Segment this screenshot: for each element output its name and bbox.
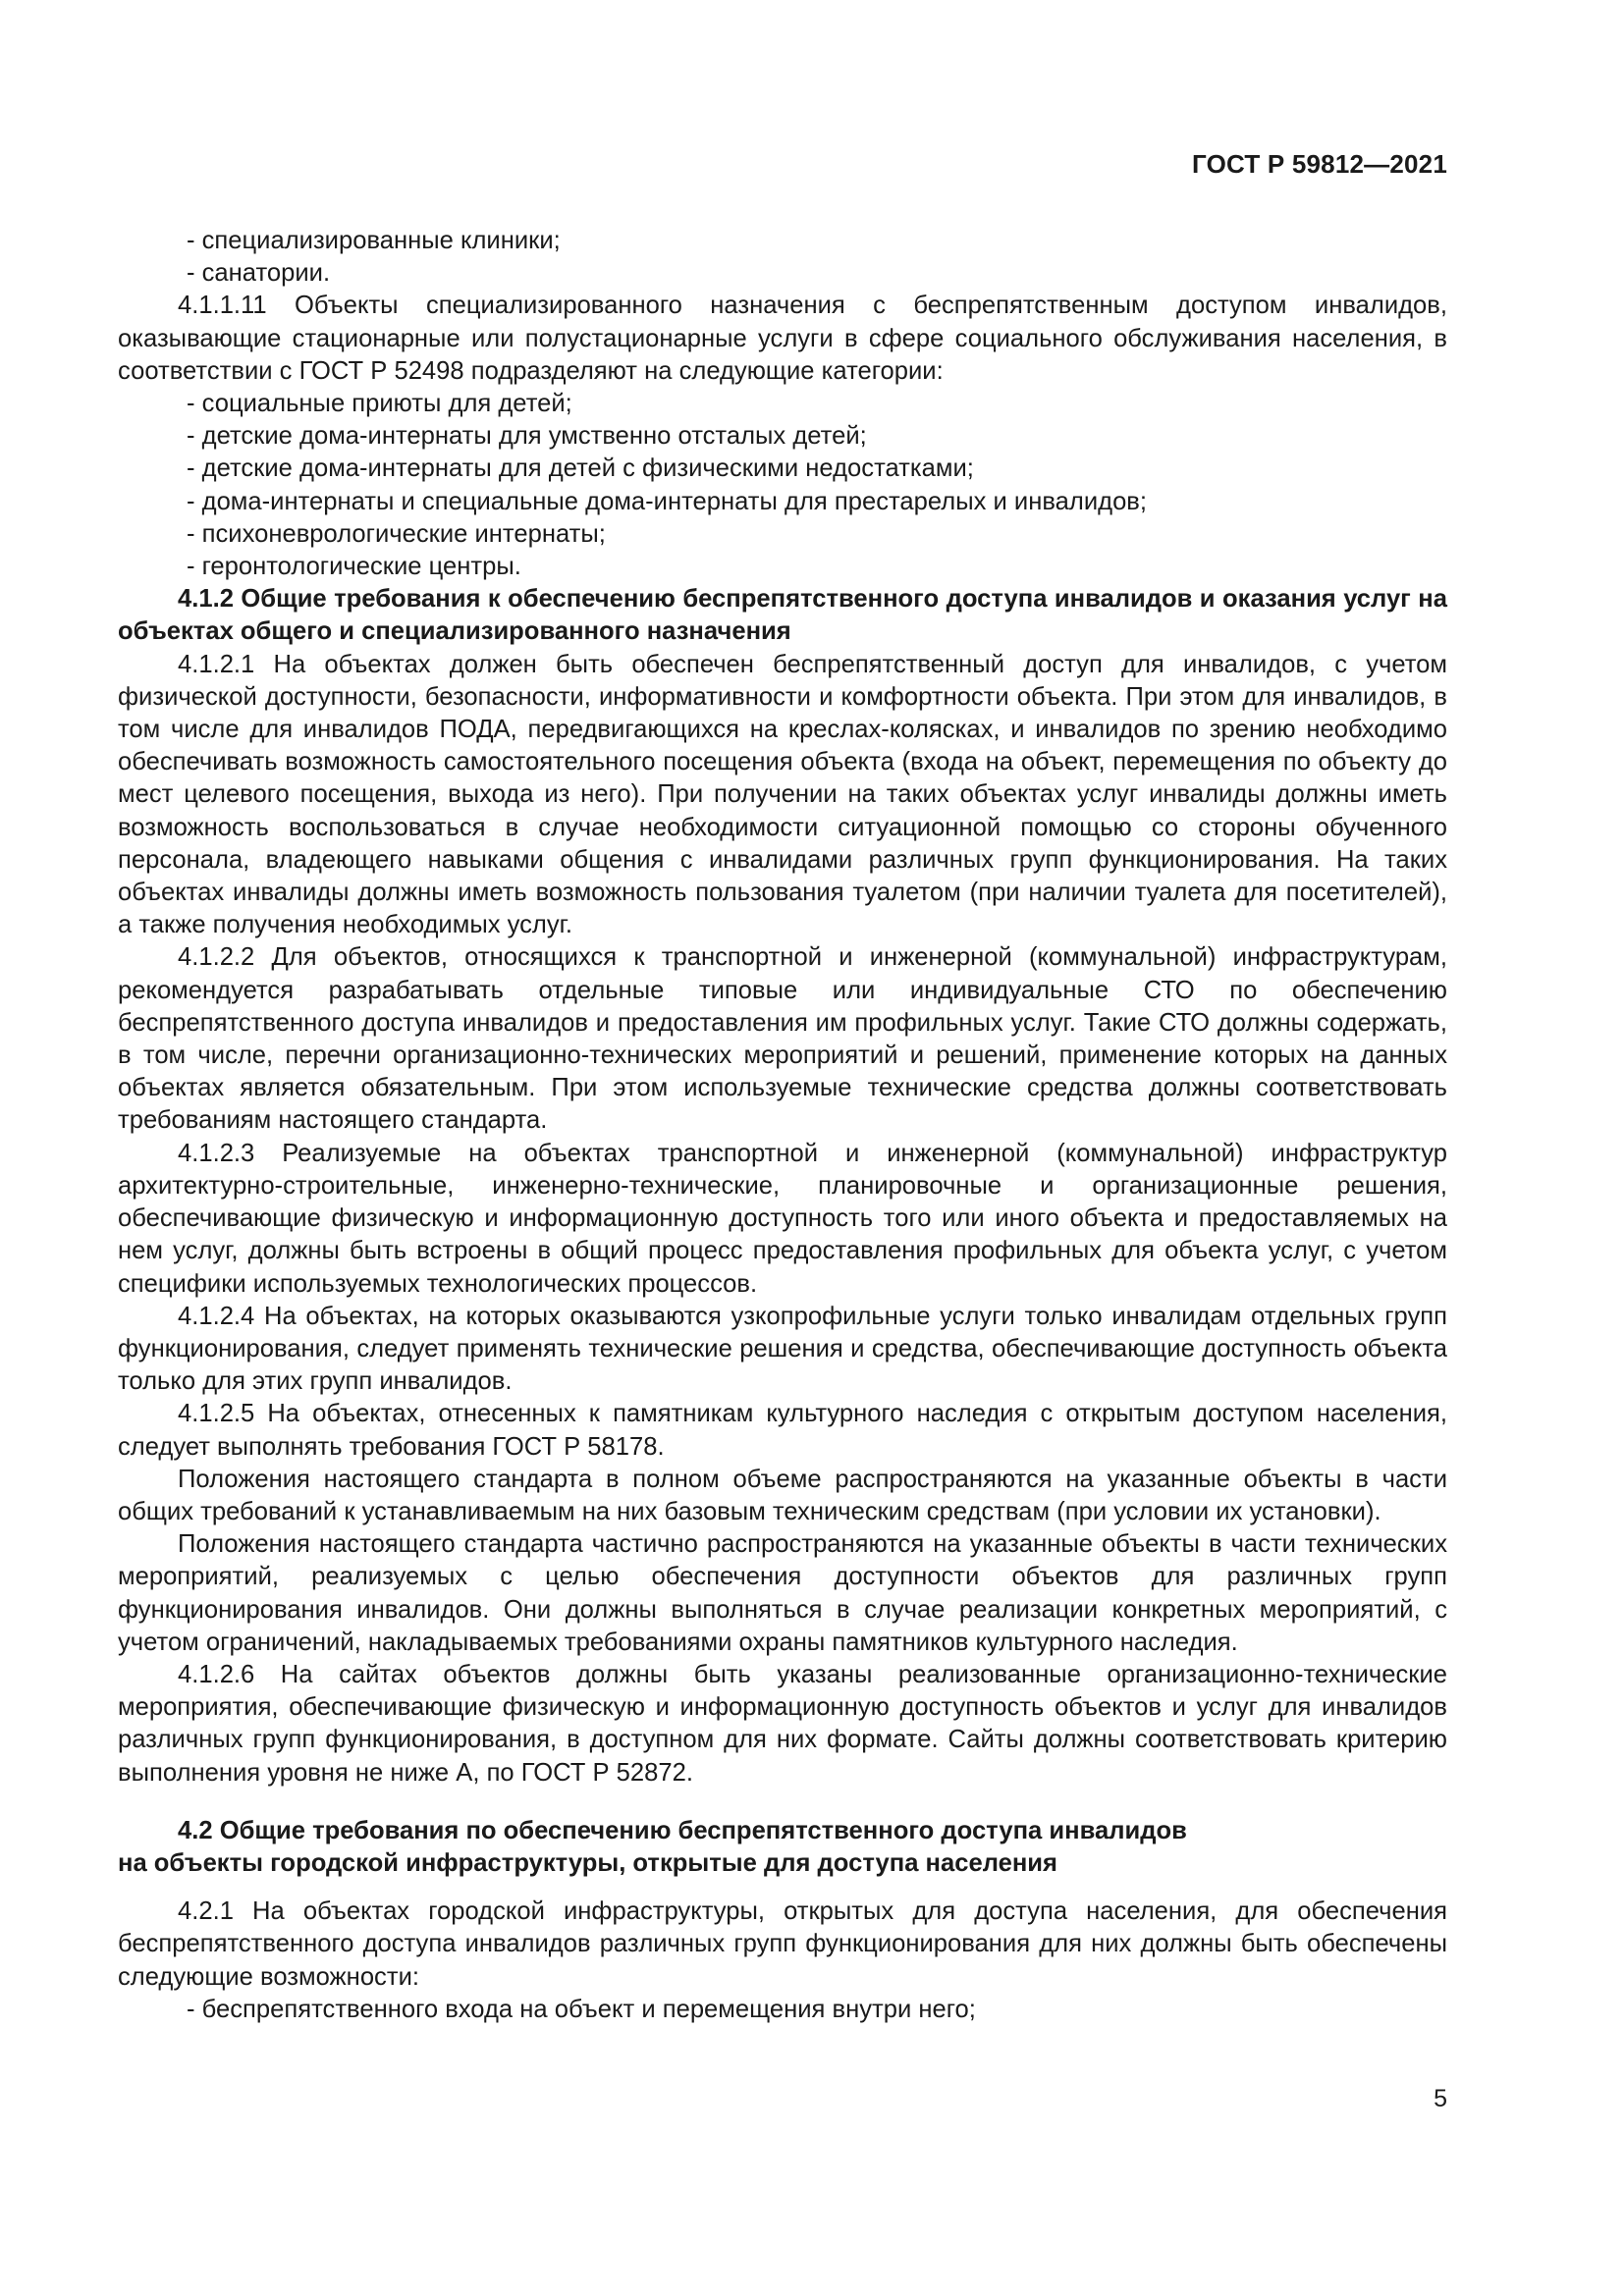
- section-heading-4-2: [118, 1815, 1447, 1880]
- paragraph-provisions-partial: Положения настоящего стандарта частично распространяются на указанные объекты в части технических мероприятий, реализуемых с целью обеспечения доступности объектов для различных групп функционирования инвалидов. Они должны выполняться в случае реализации конкретных мероприятий, с учетом ограничений, накладываемых требованиями охраны памятников культурного наследия.: [118, 1530, 1447, 1656]
- section-heading-line-1: 4.2 Общие требования по обеспечению беспрепятственного доступа инвалидов: [178, 1816, 1187, 1844]
- paragraph-4-2-1: 4.2.1 На объектах городской инфраструктуры, открытых для доступа населения, для обеспечения беспрепятственного доступа инвалидов различных групп функционирования для них должны быть обеспечены следующие возможности:: [118, 1897, 1447, 1991]
- list-item: - геронтологические центры.: [187, 553, 521, 581]
- page-number: 5: [1434, 2085, 1447, 2112]
- paragraph-provisions-full: Положения настоящего стандарта в полном объеме распространяются на указанные объекты в части общих требований к устанавливаемым на них базовым техническим средствам (при условии их установки).: [118, 1465, 1447, 1525]
- paragraph-4-1-2-1: 4.1.2.1 На объектах должен быть обеспечен беспрепятственный доступ для инвалидов, с учетом физической доступности, безопасности, информативности и комфортности объекта. При этом для инвалидов, в том числе для инвалидов ПОДА, передвигающихся на креслах-колясках, и инвалидов по зрению необходимо обеспечивать возможность самостоятельного посещения объекта (входа на объект, перемещения по объекту до мест целевого посещения, выхода из него). При получении на таких объектах услуг инвалиды должны иметь возможность воспользоваться в случае необходимости ситуационной помощью со стороны обученного персонала, владеющего навыками общения с инвалидами различных групп функционирования. На таких объектах инвалиды должны иметь возможность пользования туалетом (при наличии туалета для посетителей), а также получения необходимых услуг.: [118, 650, 1447, 939]
- paragraph-4-1-2-6: 4.1.2.6 На сайтах объектов должны быть указаны реализованные организационно-технические мероприятия, обеспечивающие физическую и информационную доступность объектов и услуг для инвалидов различных групп функционирования, в доступном для них формате. Сайты должны соответствовать критерию выполнения уровня не ниже А, по ГОСТ Р 52872.: [118, 1660, 1447, 1787]
- document-body: [118, 225, 1447, 2026]
- list-item: - беспрепятственного входа на объект и перемещения внутри него;: [187, 1995, 976, 2023]
- list-item: - специализированные клиники;: [187, 227, 561, 254]
- list-item: - социальные приюты для детей;: [187, 390, 572, 418]
- paragraph-4-1-2-5: 4.1.2.5 На объектах, отнесенных к памятникам культурного наследия с открытым доступом населения, следует выполнять требования ГОСТ Р 58178.: [118, 1400, 1447, 1461]
- list-item: - детские дома-интернаты для детей с физическими недостатками;: [187, 454, 974, 483]
- list-item: - санатории.: [187, 259, 331, 288]
- list-item: - дома-интернаты и специальные дома-интернаты для престарелых и инвалидов;: [187, 487, 1148, 515]
- paragraph-4-1-2-3: 4.1.2.3 Реализуемые на объектах транспортной и инженерной (коммунальной) инфраструктур архитектурно-строительные, инженерно-технические, планировочные и организационные решения, обеспечивающие физическую и информационную доступность того или иного объекта и предоставляемых на нем услуг, должны быть встроены в общий процесс предоставления профильных для объекта услуг, с учетом специфики используемых технологических процессов.: [118, 1139, 1447, 1298]
- section-heading-line-2: на объекты городской инфраструктуры, открытые для доступа населения: [118, 1848, 1057, 1877]
- paragraph-4-1-1-11: 4.1.1.11 Объекты специализированного назначения с беспрепятственным доступом инвалидов, оказывающие стационарные или полустационарные услуги в сфере социального обслуживания населения, в соответствии с ГОСТ Р 52498 подразделяют на следующие категории:: [118, 292, 1447, 385]
- list-item: - психоневрологические интернаты;: [187, 519, 606, 548]
- list-item: - детские дома-интернаты для умственно отсталых детей;: [187, 422, 867, 451]
- subsection-heading-4-1-2: 4.1.2 Общие требования к обеспечению беспрепятственного доступа инвалидов и оказания услуг на объектах общего и специализированного назначения: [118, 585, 1447, 646]
- paragraph-4-1-2-2: 4.1.2.2 Для объектов, относящихся к транспортной и инженерной (коммунальной) инфраструктурам, рекомендуется разрабатывать отдельные типовые или индивидуальные СТО по обеспечению беспрепятственного доступа инвалидов и предоставления им профильных услуг. Такие СТО должны содержать, в том числе, перечни организационно-технических мероприятий и решений, применение которых на данных объектах является обязательным. При этом используемые технические средства должны соответствовать требованиям настоящего стандарта.: [118, 943, 1447, 1135]
- paragraph-4-1-2-4: 4.1.2.4 На объектах, на которых оказываются узкопрофильные услуги только инвалидам отдельных групп функционирования, следует применять технические решения и средства, обеспечивающие доступность объекта только для этих групп инвалидов.: [118, 1302, 1447, 1396]
- document-header-id: ГОСТ Р 59812—2021: [1192, 149, 1447, 179]
